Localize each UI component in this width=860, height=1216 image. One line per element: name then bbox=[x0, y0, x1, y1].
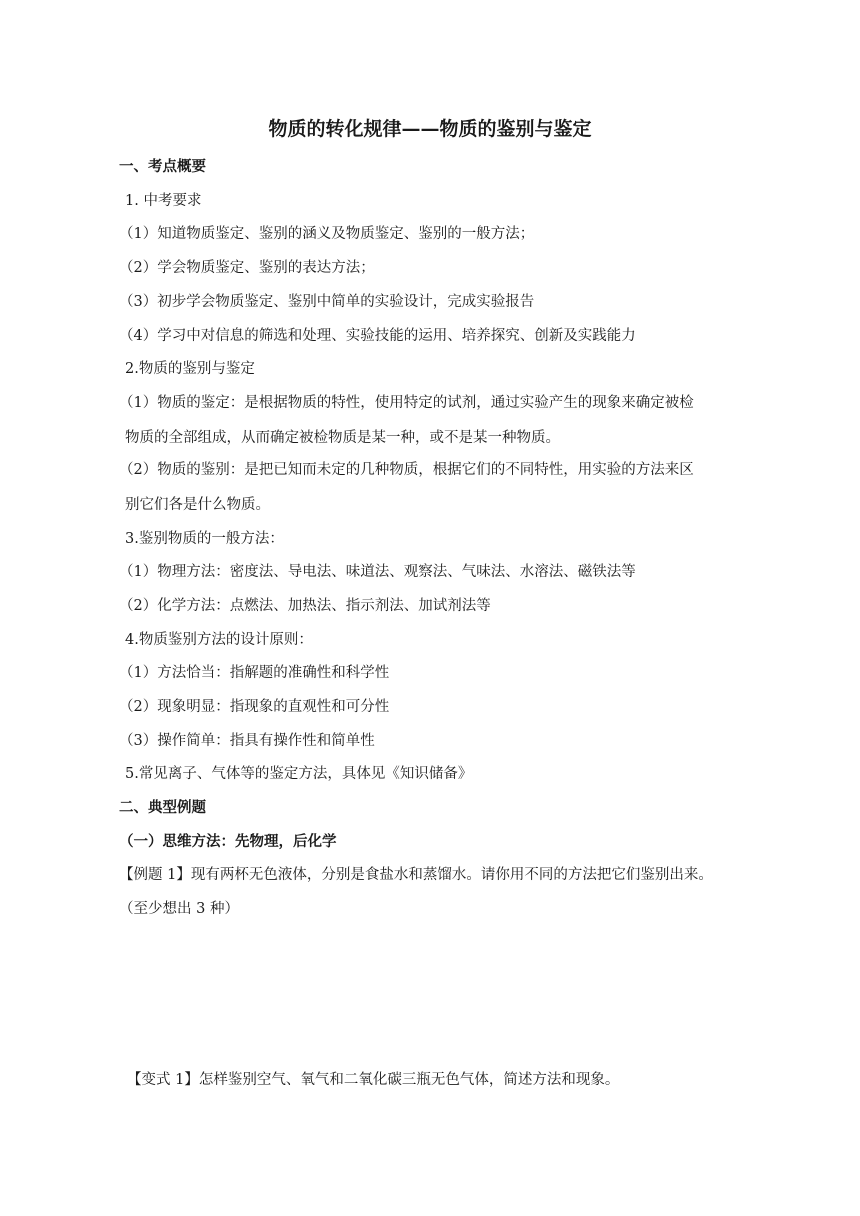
example-1-note: （至少想出 3 种） bbox=[119, 901, 239, 917]
principle-item-3: （3）操作简单：指具有操作性和简单性 bbox=[119, 733, 375, 749]
document-title: 物质的转化规律——物质的鉴别与鉴定 bbox=[268, 118, 592, 140]
subheading-identification: 2.物质的鉴别与鉴定 bbox=[125, 361, 255, 377]
principle-item-1: （1）方法恰当：指解题的准确性和科学性 bbox=[119, 665, 390, 681]
requirement-item-1: （1）知道物质鉴定、鉴别的涵义及物质鉴定、鉴别的一般方法； bbox=[119, 226, 535, 242]
variant-1-question: 【变式 1】怎样鉴别空气、氧气和二氧化碳三瓶无色气体，简述方法和现象。 bbox=[127, 1072, 620, 1088]
principle-item-2: （2）现象明显：指现象的直观性和可分性 bbox=[119, 699, 390, 715]
requirement-item-3: （3）初步学会物质鉴定、鉴别中简单的实验设计，完成实验报告 bbox=[119, 294, 535, 310]
physical-methods: （1）物理方法：密度法、导电法、味道法、观察法、气味法、水溶法、磁铁法等 bbox=[119, 564, 636, 580]
section-heading-2: 二、典型例题 bbox=[119, 799, 206, 816]
definition-identification-line-1: （1）物质的鉴定：是根据物质的特性，使用特定的试剂，通过实验产生的现象来确定被检 bbox=[119, 395, 694, 411]
subheading-general-methods: 3.鉴别物质的一般方法： bbox=[125, 531, 284, 547]
thinking-method-heading: （一）思维方法：先物理，后化学 bbox=[119, 833, 337, 850]
subheading-exam-requirements: 1. 中考要求 bbox=[125, 193, 202, 209]
section-heading-1: 一、考点概要 bbox=[119, 158, 206, 175]
chemical-methods: （2）化学方法：点燃法、加热法、指示剂法、加试剂法等 bbox=[119, 598, 491, 614]
definition-identification-line-2: 物质的全部组成，从而确定被检物质是某一种，或不是某一种物质。 bbox=[125, 430, 560, 446]
definition-discrimination-line-2: 别它们各是什么物质。 bbox=[125, 497, 270, 513]
requirement-item-4: （4）学习中对信息的筛选和处理、实验技能的运用、培养探究、创新及实践能力 bbox=[119, 328, 636, 344]
example-1-question: 【例题 1】现有两杯无色液体，分别是食盐水和蒸馏水。请你用不同的方法把它们鉴别出来。 bbox=[119, 867, 713, 883]
subheading-common-ions: 5.常见离子、气体等的鉴定方法，具体见《知识储备》 bbox=[125, 766, 473, 782]
subheading-design-principles: 4.物质鉴别方法的设计原则： bbox=[125, 632, 313, 648]
requirement-item-2: （2）学会物质鉴定、鉴别的表达方法； bbox=[119, 260, 375, 276]
definition-discrimination-line-1: （2）物质的鉴别：是把已知而未定的几种物质，根据它们的不同特性，用实验的方法来区 bbox=[119, 462, 694, 478]
